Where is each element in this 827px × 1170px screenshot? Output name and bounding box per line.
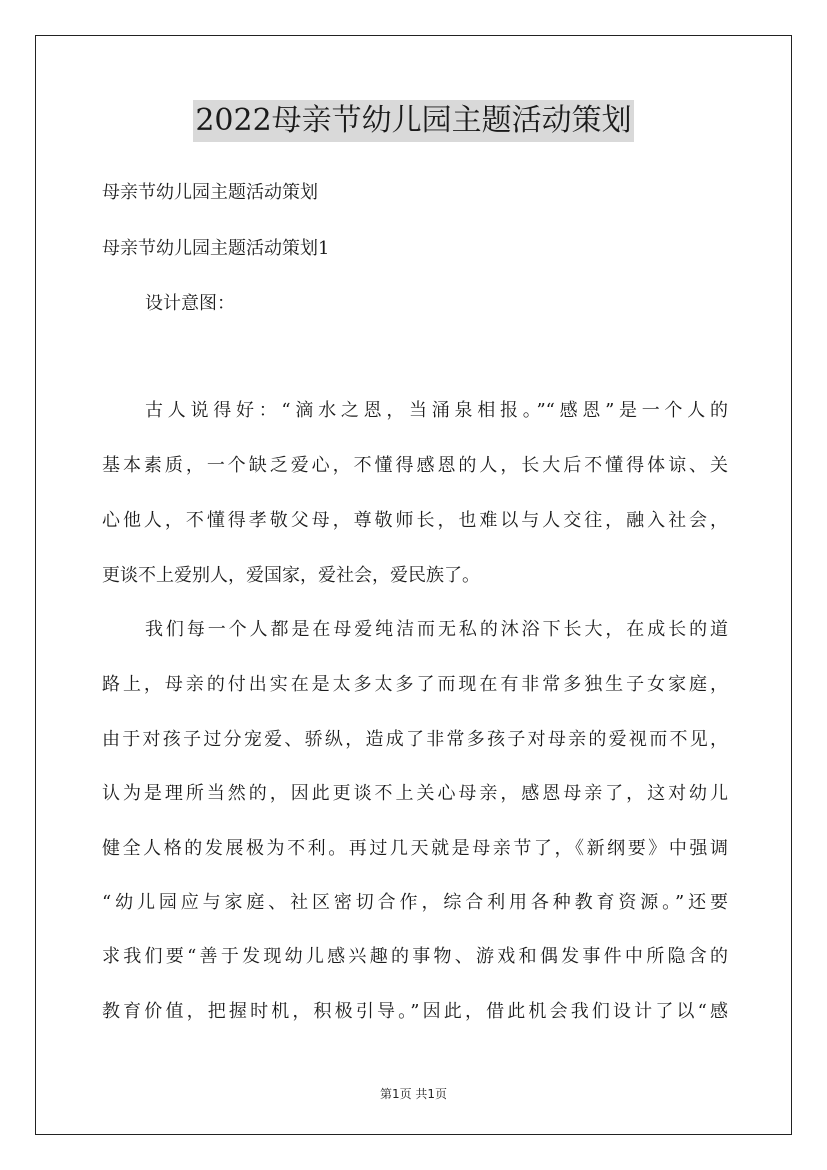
paragraph2-line: 由于对孩子过分宠爱、骄纵，造成了非常多孩子对母亲的爱视而不见， bbox=[102, 729, 728, 750]
paragraph1-line: 基本素质，一个缺乏爱心，不懂得感恩的人，长大后不懂得体谅、关 bbox=[102, 455, 728, 476]
design-intent-label: 设计意图： bbox=[145, 293, 235, 314]
paragraph2-line: 求我们要“善于发现幼儿感兴趣的事物、游戏和偶发事件中所隐含的 bbox=[102, 946, 728, 967]
paragraph2-line: 我们每一个人都是在母爱纯洁而无私的沐浴下长大，在成长的道 bbox=[145, 619, 728, 640]
paragraph2-line: “幼儿园应与家庭、社区密切合作，综合利用各种教育资源。”还要 bbox=[102, 892, 728, 913]
paragraph2-line: 路上，母亲的付出实在是太多太多了而现在有非常多独生子女家庭， bbox=[102, 674, 728, 695]
paragraph2-line: 教育价值，把握时机，积极引导。”因此，借此机会我们设计了以“感 bbox=[102, 1001, 728, 1022]
paragraph2-line: 认为是理所当然的，因此更谈不上关心母亲，感恩母亲了，这对幼儿 bbox=[102, 783, 728, 804]
paragraph1-line: 更谈不上爱别人，爱国家，爱社会，爱民族了。 bbox=[102, 565, 480, 586]
document-title: 2022母亲节幼儿园主题活动策划 bbox=[193, 100, 633, 142]
section-heading: 母亲节幼儿园主题活动策划1 bbox=[102, 238, 330, 259]
document-subtitle: 母亲节幼儿园主题活动策划 bbox=[102, 182, 318, 203]
paragraph2-line: 健全人格的发展极为不利。再过几天就是母亲节了，《新纲要》中强调 bbox=[102, 838, 728, 859]
page-footer: 第1页 共1页 bbox=[379, 1087, 448, 1101]
title-container bbox=[0, 100, 827, 142]
paragraph1-line: 古人说得好：“滴水之恩，当涌泉相报。”“感恩”是一个人的 bbox=[145, 400, 728, 421]
paragraph1-line: 心他人，不懂得孝敬父母，尊敬师长，也难以与人交往，融入社会， bbox=[102, 510, 728, 531]
